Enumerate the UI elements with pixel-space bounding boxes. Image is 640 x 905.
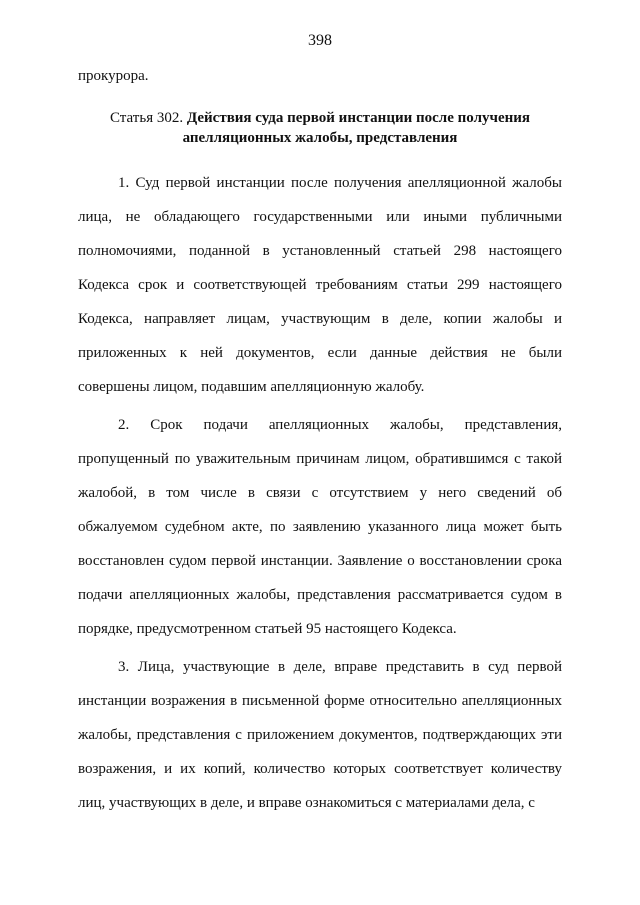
article-heading	[78, 108, 562, 148]
paragraph-1: 1. Суд первой инстанции после получения апелляционной жалобы лица, не обладающего государственными или иными публичными полномочиями, поданной в установленный статьей 298 настоящего Кодекса срок и соответствующей требованиям статьи 299 настоящего Кодекса, направляет лицам, участвующим в деле, копии жалобы и приложенных к ней документов, если данные действия не были совершены лицом, подавшим апелляционную жалобу.	[78, 175, 562, 395]
page-number: 398	[308, 32, 332, 49]
carry-over-text: прокурора.	[78, 68, 149, 84]
article-title: Действия суда первой инстанции после получения апелляционных жалобы, представления	[182, 110, 530, 146]
document-body	[78, 66, 562, 820]
paragraph-2: 2. Срок подачи апелляционных жалобы, представления, пропущенный по уважительным причинам лицом, обратившимся с такой жалобой, в том числе в связи с отсутствием у него сведений об обжалуемом судебном акте, по заявлению указанного лица может быть восстановлен судом первой инстанции. Заявление о восстановлении срока подачи апелляционных жалобы, представления рассматривается судом в порядке, предусмотренном статьей 95 настоящего Кодекса.	[78, 417, 562, 637]
paragraph-3: 3. Лица, участвующие в деле, вправе представить в суд первой инстанции возражения в письменной форме относительно апелляционных жалобы, представления с приложением документов, подтверждающих эти возражения, и их копий, количество которых соответствует количеству лиц, участвующих в деле, и вправе ознакомиться с материалами дела, с	[78, 659, 562, 811]
article-label: Статья 302.	[109, 110, 184, 126]
